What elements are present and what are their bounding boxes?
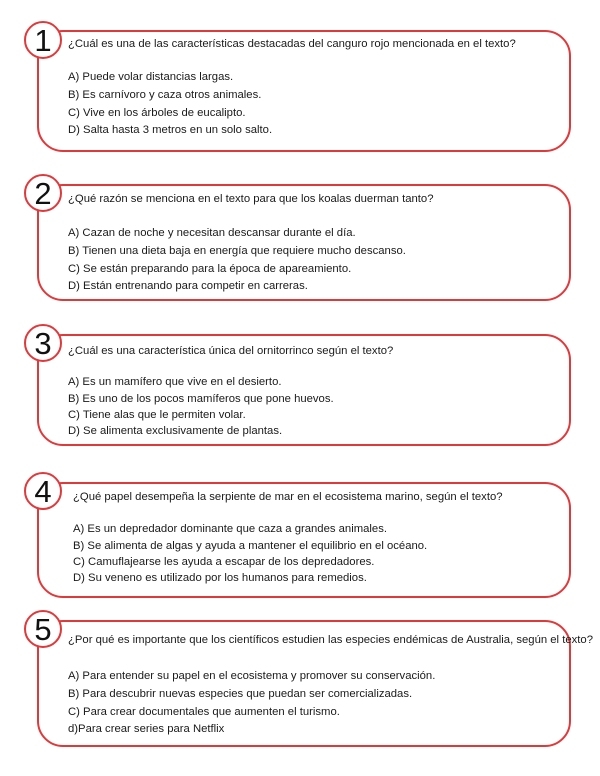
question-number-badge-4	[24, 472, 62, 510]
answer-option-5c[interactable]: C) Para crear documentales que aumenten el turismo.	[68, 706, 340, 718]
answer-option-1c[interactable]: C) Vive en los árboles de eucalipto.	[68, 107, 246, 119]
question-text-1: ¿Cuál es una de las características destacadas del canguro rojo mencionada en el texto?	[68, 38, 516, 50]
answer-option-2a[interactable]: A) Cazan de noche y necesitan descansar durante el día.	[68, 227, 356, 239]
answer-option-5b[interactable]: B) Para descubrir nuevas especies que puedan ser comercializadas.	[68, 688, 413, 700]
answer-option-5d[interactable]: d)Para crear series para Netflix	[68, 723, 225, 735]
answer-option-3d[interactable]: D) Se alimenta exclusivamente de plantas.	[68, 425, 283, 437]
answer-option-3b[interactable]: B) Es uno de los pocos mamíferos que pone huevos.	[68, 393, 334, 405]
question-text-2: ¿Qué razón se menciona en el texto para que los koalas duerman tanto?	[68, 193, 434, 205]
question-text-4: ¿Qué papel desempeña la serpiente de mar en el ecosistema marino, según el texto?	[73, 491, 503, 503]
question-text-3: ¿Cuál es una característica única del ornitorrinco según el texto?	[68, 345, 394, 357]
answer-option-2c[interactable]: C) Se están preparando para la época de apareamiento.	[68, 263, 352, 275]
question-number-badge-2	[24, 174, 62, 212]
question-number-badge-3	[24, 324, 62, 362]
answer-option-1d[interactable]: D) Salta hasta 3 metros en un solo salto.	[68, 124, 273, 136]
question-number-badge-1	[24, 21, 62, 59]
answer-option-5a[interactable]: A) Para entender su papel en el ecosistema y promover su conservación.	[68, 670, 436, 682]
answer-option-2d[interactable]: D) Están entrenando para competir en carreras.	[68, 280, 308, 292]
answer-option-1a[interactable]: A) Puede volar distancias largas.	[68, 71, 234, 83]
question-number-badge-5	[24, 610, 62, 648]
question-number: 5	[34, 611, 52, 647]
answer-option-2b[interactable]: B) Tienen una dieta baja en energía que requiere mucho descanso.	[68, 245, 406, 257]
answer-option-4c[interactable]: C) Camuflajearse les ayuda a escapar de los depredadores.	[73, 556, 375, 568]
answer-option-3c[interactable]: C) Tiene alas que le permiten volar.	[68, 409, 246, 421]
question-number: 3	[34, 325, 52, 361]
answer-option-3a[interactable]: A) Es un mamífero que vive en el desierto.	[68, 376, 282, 388]
question-number: 1	[34, 22, 52, 58]
question-number: 4	[34, 473, 52, 509]
question-text-5: ¿Por qué es importante que los científicos estudien las especies endémicas de Australia, según el texto?	[68, 634, 593, 646]
question-number: 2	[34, 175, 52, 211]
answer-option-4a[interactable]: A) Es un depredador dominante que caza a grandes animales.	[73, 523, 388, 535]
answer-option-4d[interactable]: D) Su veneno es utilizado por los humanos para remedios.	[73, 572, 367, 584]
answer-option-4b[interactable]: B) Se alimenta de algas y ayuda a mantener el equilibrio en el océano.	[73, 540, 428, 552]
answer-option-1b[interactable]: B) Es carnívoro y caza otros animales.	[68, 89, 262, 101]
